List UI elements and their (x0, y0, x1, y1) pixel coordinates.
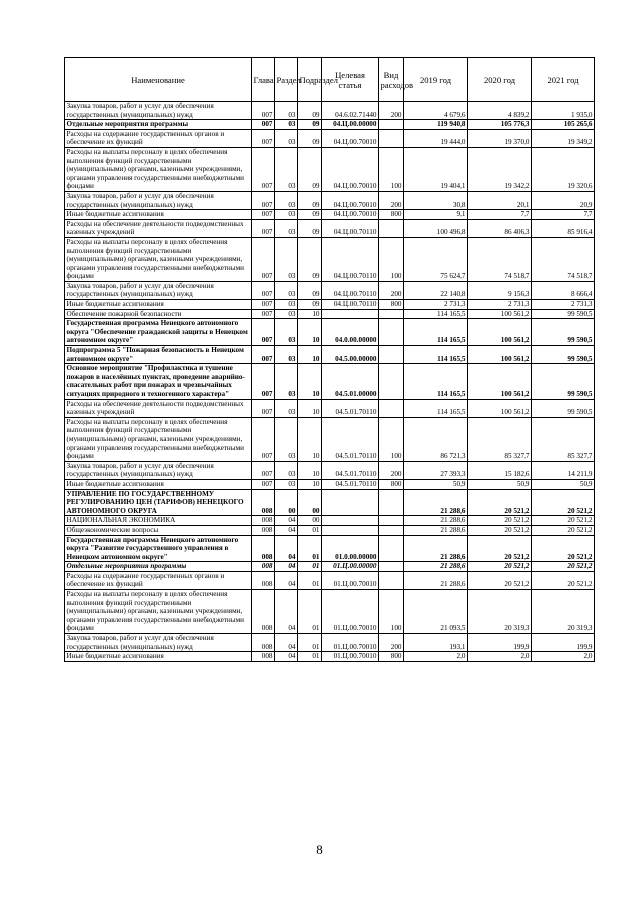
row-glava: 007 (252, 147, 275, 191)
row-podrazdel: 09 (298, 147, 322, 191)
row-amount-2019: 119 940,8 (404, 120, 468, 130)
row-amount-2021: 19 349,2 (532, 129, 595, 147)
header-2021: 2021 год (532, 58, 595, 102)
row-name: Закупка товаров, работ и услуг для обеспечения государственных (муниципальных) нужд (65, 461, 252, 479)
row-amount-2020: 20 319,3 (468, 590, 532, 634)
row-razdel: 03 (275, 210, 298, 220)
table-header-row (65, 58, 595, 102)
row-podrazdel: 09 (298, 237, 322, 281)
row-amount-2019: 114 165,5 (404, 309, 468, 319)
table-row (65, 191, 595, 209)
row-podrazdel: 01 (298, 525, 322, 535)
row-amount-2019: 21 288,6 (404, 489, 468, 516)
table-row (65, 652, 595, 662)
row-amount-2021: 85 916,4 (532, 219, 595, 237)
row-amount-2021: 14 211,9 (532, 461, 595, 479)
row-amount-2020: 2,0 (468, 652, 532, 662)
row-amount-2021: 85 327,7 (532, 417, 595, 461)
row-name: Отдельные мероприятия программы (65, 562, 252, 572)
row-glava: 007 (252, 281, 275, 299)
row-podrazdel: 09 (298, 281, 322, 299)
row-vid: 200 (379, 191, 404, 209)
row-razdel: 03 (275, 364, 298, 399)
row-vid: 800 (379, 210, 404, 220)
row-razdel: 03 (275, 237, 298, 281)
row-razdel: 04 (275, 652, 298, 662)
row-razdel: 04 (275, 590, 298, 634)
row-target (322, 489, 379, 516)
row-vid (379, 525, 404, 535)
row-amount-2019: 114 165,5 (404, 364, 468, 399)
row-amount-2020: 199,9 (468, 634, 532, 652)
row-name: Закупка товаров, работ и услуг для обеспечения государственных (муниципальных) нужд (65, 102, 252, 120)
header-2019: 2019 год (404, 58, 468, 102)
row-amount-2019: 114 165,5 (404, 399, 468, 417)
row-amount-2019: 4 679,6 (404, 102, 468, 120)
row-target: 04.5.01.70110 (322, 461, 379, 479)
row-vid (379, 219, 404, 237)
row-vid (379, 120, 404, 130)
row-razdel: 04 (275, 634, 298, 652)
row-name: Государственная программа Ненецкого автономного округа "Обеспечение гражданской защиты в Ненецком автономном округе" (65, 319, 252, 346)
row-name: Иные бюджетные ассигнования (65, 652, 252, 662)
row-razdel: 04 (275, 535, 298, 562)
row-amount-2021: 19 320,6 (532, 147, 595, 191)
row-amount-2021: 20 521,2 (532, 535, 595, 562)
table-row (65, 346, 595, 364)
row-glava: 007 (252, 237, 275, 281)
row-podrazdel: 09 (298, 219, 322, 237)
row-target: 01.Ц.00.70010 (322, 590, 379, 634)
row-glava: 008 (252, 535, 275, 562)
row-amount-2020: 85 327,7 (468, 417, 532, 461)
header-podrazdel: Подраздел (298, 58, 322, 102)
row-name: Государственная программа Ненецкого автономного округа "Развитие государственного управления в Ненецком автономном округе" (65, 535, 252, 562)
row-amount-2021: 99 590,5 (532, 309, 595, 319)
row-vid (379, 399, 404, 417)
table-row (65, 102, 595, 120)
row-amount-2020: 20 521,2 (468, 535, 532, 562)
row-glava: 007 (252, 309, 275, 319)
table-row (65, 516, 595, 526)
row-razdel: 03 (275, 346, 298, 364)
row-amount-2019: 2,0 (404, 652, 468, 662)
table-row (65, 489, 595, 516)
row-podrazdel: 09 (298, 129, 322, 147)
row-glava: 008 (252, 571, 275, 589)
row-razdel: 03 (275, 102, 298, 120)
row-amount-2019: 30,8 (404, 191, 468, 209)
row-razdel: 03 (275, 120, 298, 130)
row-amount-2020: 100 561,2 (468, 399, 532, 417)
row-amount-2020: 105 776,3 (468, 120, 532, 130)
row-podrazdel: 10 (298, 417, 322, 461)
row-vid (379, 309, 404, 319)
row-name: Иные бюджетные ассигнования (65, 479, 252, 489)
row-amount-2020: 19 342,2 (468, 147, 532, 191)
row-amount-2020: 20,1 (468, 191, 532, 209)
row-amount-2021: 2 731,3 (532, 300, 595, 310)
row-amount-2020: 100 561,2 (468, 364, 532, 399)
row-name: Основное мероприятие "Профилактика и тушение пожаров в населённых пунктах, проведение аварийно-спасательных работ при пожарах и чрезвычайных ситуациях природного и техногенного характера" (65, 364, 252, 399)
row-vid (379, 364, 404, 399)
table-row (65, 129, 595, 147)
row-amount-2020: 9 156,3 (468, 281, 532, 299)
row-vid (379, 346, 404, 364)
row-amount-2021: 20 521,2 (532, 525, 595, 535)
row-target (322, 525, 379, 535)
row-target: 01.0.00.00000 (322, 535, 379, 562)
row-name: Закупка товаров, работ и услуг для обеспечения государственных (муниципальных) нужд (65, 191, 252, 209)
row-podrazdel: 00 (298, 516, 322, 526)
row-vid (379, 319, 404, 346)
row-podrazdel: 09 (298, 191, 322, 209)
row-podrazdel: 09 (298, 102, 322, 120)
table-row (65, 535, 595, 562)
row-target: 04.5.01.70110 (322, 479, 379, 489)
row-amount-2020: 50,9 (468, 479, 532, 489)
table-body (65, 102, 595, 662)
row-amount-2019: 21 288,6 (404, 562, 468, 572)
row-amount-2021: 99 590,5 (532, 399, 595, 417)
row-amount-2019: 193,1 (404, 634, 468, 652)
row-amount-2021: 20,9 (532, 191, 595, 209)
row-amount-2019: 114 165,5 (404, 319, 468, 346)
row-vid: 200 (379, 281, 404, 299)
row-razdel: 04 (275, 525, 298, 535)
table-row (65, 309, 595, 319)
row-razdel: 03 (275, 319, 298, 346)
row-target: 04.Ц.00.70010 (322, 191, 379, 209)
row-name: Отдельные мероприятия программы (65, 120, 252, 130)
row-glava: 007 (252, 417, 275, 461)
row-vid (379, 489, 404, 516)
row-name: Расходы на выплаты персоналу в целях обеспечения выполнения функций государственными (муниципальными) органами, казенными учреждениями, органами управления государственными внебюджетными фондами (65, 237, 252, 281)
row-vid: 800 (379, 652, 404, 662)
row-amount-2020: 15 182,6 (468, 461, 532, 479)
row-amount-2019: 21 288,6 (404, 571, 468, 589)
row-name: Расходы на содержание государственных органов и обеспечение их функций (65, 571, 252, 589)
row-glava: 008 (252, 525, 275, 535)
row-glava: 008 (252, 489, 275, 516)
row-glava: 007 (252, 120, 275, 130)
row-podrazdel: 10 (298, 319, 322, 346)
row-name: НАЦИОНАЛЬНАЯ ЭКОНОМИКА (65, 516, 252, 526)
row-vid: 100 (379, 590, 404, 634)
row-target: 04.Ц.00.70010 (322, 147, 379, 191)
row-amount-2021: 99 590,5 (532, 364, 595, 399)
row-amount-2021: 105 265,6 (532, 120, 595, 130)
row-amount-2019: 22 140,8 (404, 281, 468, 299)
row-amount-2019: 9,1 (404, 210, 468, 220)
row-target: 04.Ц.00.70110 (322, 237, 379, 281)
row-amount-2020: 2 731,3 (468, 300, 532, 310)
row-glava: 008 (252, 590, 275, 634)
row-amount-2020: 7,7 (468, 210, 532, 220)
table-row (65, 571, 595, 589)
row-razdel: 03 (275, 309, 298, 319)
row-amount-2020: 20 521,2 (468, 516, 532, 526)
row-amount-2020: 100 561,2 (468, 309, 532, 319)
row-podrazdel: 10 (298, 346, 322, 364)
row-target: 01.Ц.00.70010 (322, 652, 379, 662)
row-amount-2020: 20 521,2 (468, 525, 532, 535)
row-vid (379, 129, 404, 147)
row-amount-2020: 100 561,2 (468, 346, 532, 364)
row-glava: 008 (252, 634, 275, 652)
row-razdel: 04 (275, 562, 298, 572)
row-glava: 007 (252, 129, 275, 147)
row-amount-2020: 100 561,2 (468, 319, 532, 346)
row-vid: 800 (379, 479, 404, 489)
row-name: УПРАВЛЕНИЕ ПО ГОСУДАРСТВЕННОМУ РЕГУЛИРОВАНИЮ ЦЕН (ТАРИФОВ) НЕНЕЦКОГО АВТОНОМНОГО ОКРУГА (65, 489, 252, 516)
row-amount-2019: 27 393,3 (404, 461, 468, 479)
table-row (65, 237, 595, 281)
header-glava: Глава (252, 58, 275, 102)
table-row (65, 147, 595, 191)
row-vid: 200 (379, 102, 404, 120)
row-razdel: 03 (275, 300, 298, 310)
row-amount-2020: 20 521,2 (468, 571, 532, 589)
row-amount-2020: 19 370,0 (468, 129, 532, 147)
row-amount-2021: 20 521,2 (532, 571, 595, 589)
row-razdel: 00 (275, 489, 298, 516)
row-target: 04.5.00.00000 (322, 346, 379, 364)
header-target: Целевая статья (322, 58, 379, 102)
table-row (65, 300, 595, 310)
row-target: 04.Ц.00.70110 (322, 300, 379, 310)
row-target: 04.5.01.70110 (322, 399, 379, 417)
row-name: Иные бюджетные ассигнования (65, 210, 252, 220)
row-vid: 100 (379, 417, 404, 461)
row-amount-2021: 74 518,7 (532, 237, 595, 281)
row-razdel: 03 (275, 417, 298, 461)
row-amount-2021: 7,7 (532, 210, 595, 220)
row-vid: 200 (379, 461, 404, 479)
row-razdel: 04 (275, 516, 298, 526)
row-razdel: 03 (275, 479, 298, 489)
row-amount-2021: 20 521,2 (532, 562, 595, 572)
row-name: Подпрограмма 5 "Пожарная безопасность в Ненецком автономном округе" (65, 346, 252, 364)
row-vid: 800 (379, 300, 404, 310)
header-razdel: Раздел (275, 58, 298, 102)
row-amount-2021: 99 590,5 (532, 346, 595, 364)
table-row (65, 417, 595, 461)
row-amount-2021: 20 319,3 (532, 590, 595, 634)
row-vid (379, 535, 404, 562)
row-amount-2019: 21 288,6 (404, 525, 468, 535)
row-razdel: 03 (275, 129, 298, 147)
row-amount-2019: 75 624,7 (404, 237, 468, 281)
table-row (65, 461, 595, 479)
row-podrazdel: 00 (298, 489, 322, 516)
row-podrazdel: 10 (298, 479, 322, 489)
table-row (65, 364, 595, 399)
row-glava: 007 (252, 461, 275, 479)
row-amount-2020: 4 839,2 (468, 102, 532, 120)
row-target: 01.Ц.00.70010 (322, 571, 379, 589)
row-podrazdel: 10 (298, 309, 322, 319)
row-podrazdel: 01 (298, 634, 322, 652)
row-name: Расходы на обеспечение деятельности подведомственных казенных учреждений (65, 399, 252, 417)
row-target: 04.Ц.00.70010 (322, 129, 379, 147)
row-amount-2019: 2 731,3 (404, 300, 468, 310)
row-podrazdel: 01 (298, 535, 322, 562)
budget-table (64, 57, 595, 662)
page-number: 8 (316, 842, 323, 857)
row-amount-2019: 21 093,5 (404, 590, 468, 634)
row-target (322, 516, 379, 526)
table-row (65, 525, 595, 535)
row-vid (379, 562, 404, 572)
table-row (65, 120, 595, 130)
row-glava: 008 (252, 562, 275, 572)
row-name: Расходы на выплаты персоналу в целях обеспечения выполнения функций государственными (муниципальными) органами, казенными учреждениями, органами управления государственными внебюджетными фондами (65, 147, 252, 191)
row-target: 04.5.01.00000 (322, 364, 379, 399)
row-amount-2020: 20 521,2 (468, 562, 532, 572)
row-amount-2019: 100 496,8 (404, 219, 468, 237)
row-podrazdel: 09 (298, 210, 322, 220)
table-row (65, 590, 595, 634)
row-glava: 007 (252, 479, 275, 489)
row-amount-2021: 20 521,2 (532, 489, 595, 516)
table-row (65, 399, 595, 417)
row-target: 04.5.01.70110 (322, 417, 379, 461)
row-razdel: 03 (275, 147, 298, 191)
row-glava: 008 (252, 652, 275, 662)
row-amount-2021: 1 935,0 (532, 102, 595, 120)
row-amount-2019: 114 165,5 (404, 346, 468, 364)
row-razdel: 03 (275, 219, 298, 237)
row-target: 04.6.02.71440 (322, 102, 379, 120)
row-target: 01.Ц.00.70010 (322, 634, 379, 652)
row-target: 04.Ц.00.00000 (322, 120, 379, 130)
row-amount-2021: 8 666,4 (532, 281, 595, 299)
row-vid: 100 (379, 147, 404, 191)
row-name: Расходы на содержание государственных органов и обеспечение их функций (65, 129, 252, 147)
table-row (65, 219, 595, 237)
row-name: Обеспечение пожарной безопасности (65, 309, 252, 319)
row-glava: 007 (252, 364, 275, 399)
row-amount-2019: 86 721,3 (404, 417, 468, 461)
row-amount-2019: 21 288,6 (404, 516, 468, 526)
row-razdel: 03 (275, 461, 298, 479)
row-podrazdel: 10 (298, 461, 322, 479)
row-target: 04.Ц.00.70010 (322, 210, 379, 220)
row-glava: 007 (252, 399, 275, 417)
header-name: Наименование (65, 58, 252, 102)
table-row (65, 281, 595, 299)
row-podrazdel: 09 (298, 120, 322, 130)
row-vid: 200 (379, 634, 404, 652)
row-amount-2020: 20 521,2 (468, 489, 532, 516)
row-razdel: 03 (275, 191, 298, 209)
row-name: Расходы на обеспечение деятельности подведомственных казенных учреждений (65, 219, 252, 237)
row-target: 01.Ц.00.00000 (322, 562, 379, 572)
table-row (65, 562, 595, 572)
table-row (65, 479, 595, 489)
row-glava: 007 (252, 346, 275, 364)
row-podrazdel: 01 (298, 590, 322, 634)
row-amount-2020: 86 406,3 (468, 219, 532, 237)
row-podrazdel: 10 (298, 399, 322, 417)
header-vid: Вид расходов (379, 58, 404, 102)
row-podrazdel: 10 (298, 364, 322, 399)
row-podrazdel: 01 (298, 652, 322, 662)
table-row (65, 634, 595, 652)
row-name: Расходы на выплаты персоналу в целях обеспечения выполнения функций государственными (муниципальными) органами, казенными учреждениями, органами управления государственными внебюджетными фондами (65, 417, 252, 461)
row-name: Расходы на выплаты персоналу в целях обеспечения выполнения функций государственными (муниципальными) органами, казенными учреждениями, органами управления государственными внебюджетными фондами (65, 590, 252, 634)
row-amount-2021: 2,0 (532, 652, 595, 662)
row-name: Закупка товаров, работ и услуг для обеспечения государственных (муниципальных) нужд (65, 281, 252, 299)
row-amount-2020: 74 518,7 (468, 237, 532, 281)
row-amount-2019: 50,9 (404, 479, 468, 489)
row-glava: 007 (252, 210, 275, 220)
row-glava: 008 (252, 516, 275, 526)
row-glava: 007 (252, 300, 275, 310)
row-podrazdel: 01 (298, 562, 322, 572)
budget-table-container (64, 57, 594, 662)
row-name: Закупка товаров, работ и услуг для обеспечения государственных (муниципальных) нужд (65, 634, 252, 652)
row-vid: 100 (379, 237, 404, 281)
row-amount-2019: 19 404,1 (404, 147, 468, 191)
row-amount-2021: 199,9 (532, 634, 595, 652)
row-amount-2021: 50,9 (532, 479, 595, 489)
row-amount-2019: 19 444,0 (404, 129, 468, 147)
row-glava: 007 (252, 191, 275, 209)
row-vid (379, 571, 404, 589)
row-vid (379, 516, 404, 526)
row-name: Иные бюджетные ассигнования (65, 300, 252, 310)
row-razdel: 03 (275, 399, 298, 417)
row-name: Общеэкономические вопросы (65, 525, 252, 535)
row-target (322, 309, 379, 319)
header-2020: 2020 год (468, 58, 532, 102)
row-target: 04.Ц.00.70110 (322, 219, 379, 237)
row-amount-2021: 20 521,2 (532, 516, 595, 526)
table-row (65, 210, 595, 220)
row-glava: 007 (252, 219, 275, 237)
row-razdel: 04 (275, 571, 298, 589)
row-podrazdel: 09 (298, 300, 322, 310)
row-amount-2019: 21 288,6 (404, 535, 468, 562)
row-target: 04.0.00.00000 (322, 319, 379, 346)
row-podrazdel: 01 (298, 571, 322, 589)
row-target: 04.Ц.00.70110 (322, 281, 379, 299)
row-glava: 007 (252, 102, 275, 120)
table-row (65, 319, 595, 346)
row-glava: 007 (252, 319, 275, 346)
row-razdel: 03 (275, 281, 298, 299)
row-amount-2021: 99 590,5 (532, 319, 595, 346)
